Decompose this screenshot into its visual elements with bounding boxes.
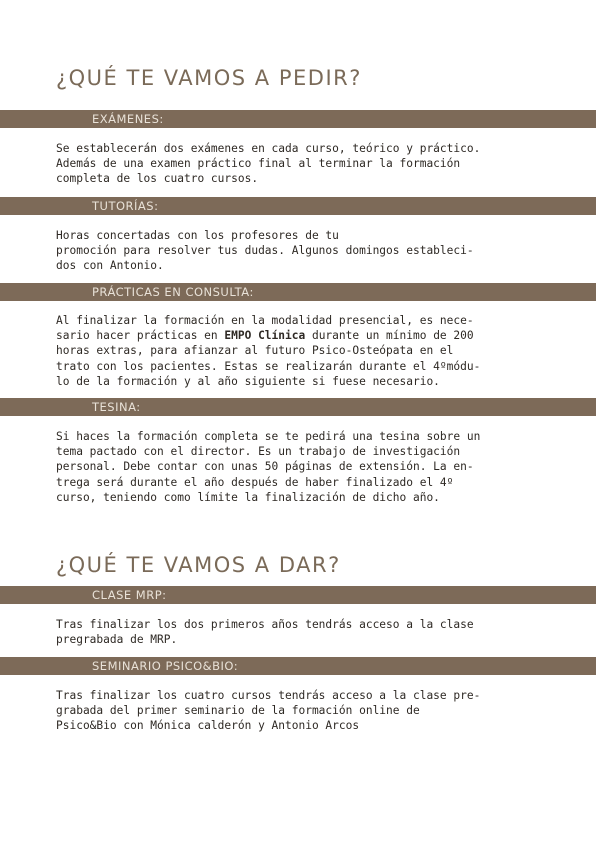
- text-line: Además de una examen práctico final al terminar la formación: [56, 157, 461, 171]
- text-line: pregrabada de MRP.: [56, 633, 178, 647]
- text-line: personal. Debe contar con unas 50 páginas de extensión. La en-: [56, 460, 474, 474]
- text-line: Al finalizar la formación en la modalidad presencial, es nece-: [56, 314, 474, 327]
- section-bar-seminario: [0, 657, 596, 675]
- section-bar-label: PRÁCTICAS EN CONSULTA:: [92, 285, 254, 299]
- section-bar-label: SEMINARIO PSICO&BIO:: [92, 659, 239, 673]
- section-bar-label: TESINA:: [92, 400, 141, 414]
- text-line: Si haces la formación completa se te pedirá una tesina sobre un: [56, 430, 481, 443]
- text-line: completa de los cuatro cursos.: [56, 172, 259, 186]
- empo-clinica-name: EMPO Clínica: [224, 329, 306, 343]
- section-title-pedir: ¿QUÉ TE VAMOS A PEDIR?: [56, 66, 362, 90]
- text-line: horas extras, para afianzar al futuro Psico-Osteópata en el: [56, 344, 454, 358]
- text-line: dos con Antonio.: [56, 259, 164, 273]
- text-line: trato con los pacientes. Estas se realizarán durante el 4ºmódu-: [56, 359, 481, 373]
- text-line: trega será durante el año después de haber finalizado el 4º: [56, 475, 454, 489]
- section-bar-clase-mrp: [0, 586, 596, 604]
- text-line: [56, 328, 546, 343]
- text-line: Psico&Bio con Mónica calderón y Antonio Arcos: [56, 719, 360, 733]
- text-line: Tras finalizar los cuatro cursos tendrás acceso a la clase pre-: [56, 689, 481, 702]
- text-segment: sario hacer prácticas en: [56, 329, 225, 343]
- text-segment: durante un mínimo de 200: [305, 329, 474, 343]
- section-bar-label: TUTORÍAS:: [92, 199, 159, 213]
- section-bar-label: EXÁMENES:: [92, 112, 164, 126]
- seminario-text: [56, 688, 546, 734]
- section-title-dar: ¿QUÉ TE VAMOS A DAR?: [56, 553, 341, 577]
- text-line: tema pactado con el director. Es un trabajo de investigación: [56, 445, 461, 459]
- section-bar-examenes: [0, 110, 596, 128]
- section-bar-practicas: [0, 283, 596, 301]
- text-line: lo de la formación y al año siguiente si fuese necesario.: [56, 374, 440, 388]
- section-bar-tutorias: [0, 197, 596, 215]
- section-bar-label: CLASE MRP:: [92, 588, 167, 602]
- section-bar-tesina: [0, 398, 596, 416]
- text-line: promoción para resolver tus dudas. Algunos domingos estableci-: [56, 244, 474, 258]
- text-line: grabada del primer seminario de la formación online de: [56, 704, 420, 718]
- practicas-text: [56, 313, 546, 389]
- text-line: curso, teniendo como límite la finalización de dicho año.: [56, 490, 440, 504]
- text-line: Se establecerán dos exámenes en cada curso, teórico y práctico.: [56, 142, 481, 155]
- examenes-text: [56, 141, 546, 187]
- tesina-text: [56, 429, 546, 505]
- text-line: Tras finalizar los dos primeros años tendrás acceso a la clase: [56, 618, 474, 631]
- clase-mrp-text: [56, 617, 546, 647]
- text-line: Horas concertadas con los profesores de tu: [56, 229, 339, 242]
- tutorias-text: [56, 228, 546, 274]
